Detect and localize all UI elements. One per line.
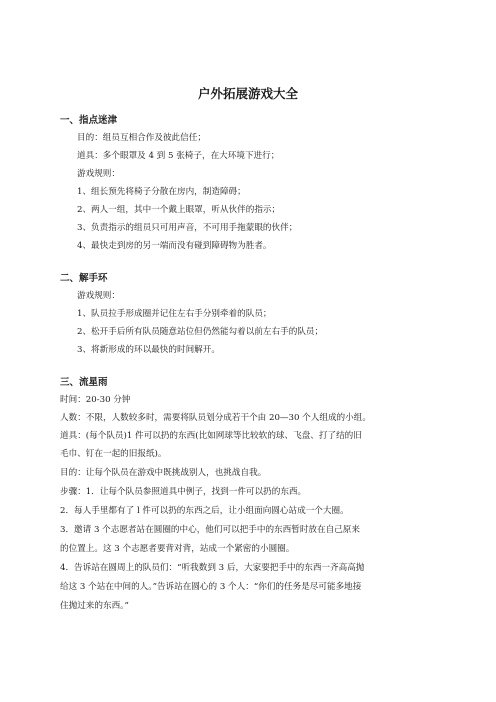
s2-line: 1、队员拉手形成圈并记住左右手分别牵着的队员； [77, 309, 272, 319]
s1-line: 游戏规则： [77, 169, 120, 179]
s3-line: 目的：让每个队员在游戏中既挑战别人，也挑战自我。 [60, 468, 267, 478]
s3-line: 住抛过来的东西。” [60, 601, 129, 611]
s3-line: 3．邀请 3 个志愿者站在圆圈的中心，他们可以把手中的东西暂时放在自己原来 [60, 525, 360, 535]
s3-line: 毛巾、钉在一起的旧报纸)。 [60, 449, 167, 459]
s3-line: 给这 3 个站在中间的人。”告诉站在圆心的 3 个人：“你们的任务是尽可能多地接 [60, 582, 362, 592]
s1-line: 1、组长预先将椅子分散在房内，制造障碍； [77, 187, 246, 197]
s1-line: 道具：多个眼罩及 4 到 5 张椅子，在大环境下进行； [77, 151, 280, 161]
s3-line: 的位置上。这 3 个志愿者要背对背，站成一个紧密的小圆圈。 [60, 544, 295, 554]
s3-line: 时间：20-30 分钟 [60, 395, 131, 405]
s2-line: 2、松开手后所有队员随意站位但仍然能勾着以前左右手的队员； [77, 327, 324, 337]
s3-line: 人数：不限，人数较多时，需要将队员划分成若干个由 20—30 个人组成的小组。 [60, 413, 371, 423]
s1-line: 目的：组员互相合作及彼此信任； [77, 133, 206, 143]
document-title: 户外拓展游戏大全 [197, 86, 298, 101]
s3-line: 道具：(每个队员)1 件可以扔的东西(比如网球等比较软的球、飞盘、打了结的旧 [60, 431, 362, 441]
s2-line: 3、将新形成的环以最快的时间解开。 [77, 345, 220, 355]
section-heading-1: 一、指点迷津 [60, 115, 118, 126]
s1-line: 3、负责指示的组员只可用声音，不可用手拖蒙眼的伙伴； [77, 223, 298, 233]
s1-line: 2、两人一组，其中一个戴上眼罩，听从伙伴的指示； [77, 205, 281, 215]
s1-line: 4、最快走到房的另一端而没有碰到障碍物为胜者。 [77, 241, 272, 251]
section-heading-2: 二、解手环 [60, 273, 108, 284]
s3-line: 2．每人手里都有了 l 件可以扔的东西之后，让小组面向圆心站成一个大圈。 [60, 506, 349, 516]
section-heading-3: 三、流星雨 [60, 377, 108, 388]
s2-line: 游戏规则： [77, 291, 120, 301]
s3-line: 步骤：1．让每个队员参照道具中例子，找到一件可以扔的东西。 [60, 487, 307, 497]
s3-line: 4．告诉站在圆周上的队员们：“听我数到 3 后，大家要把手中的东西一齐高高抛 [60, 563, 365, 573]
